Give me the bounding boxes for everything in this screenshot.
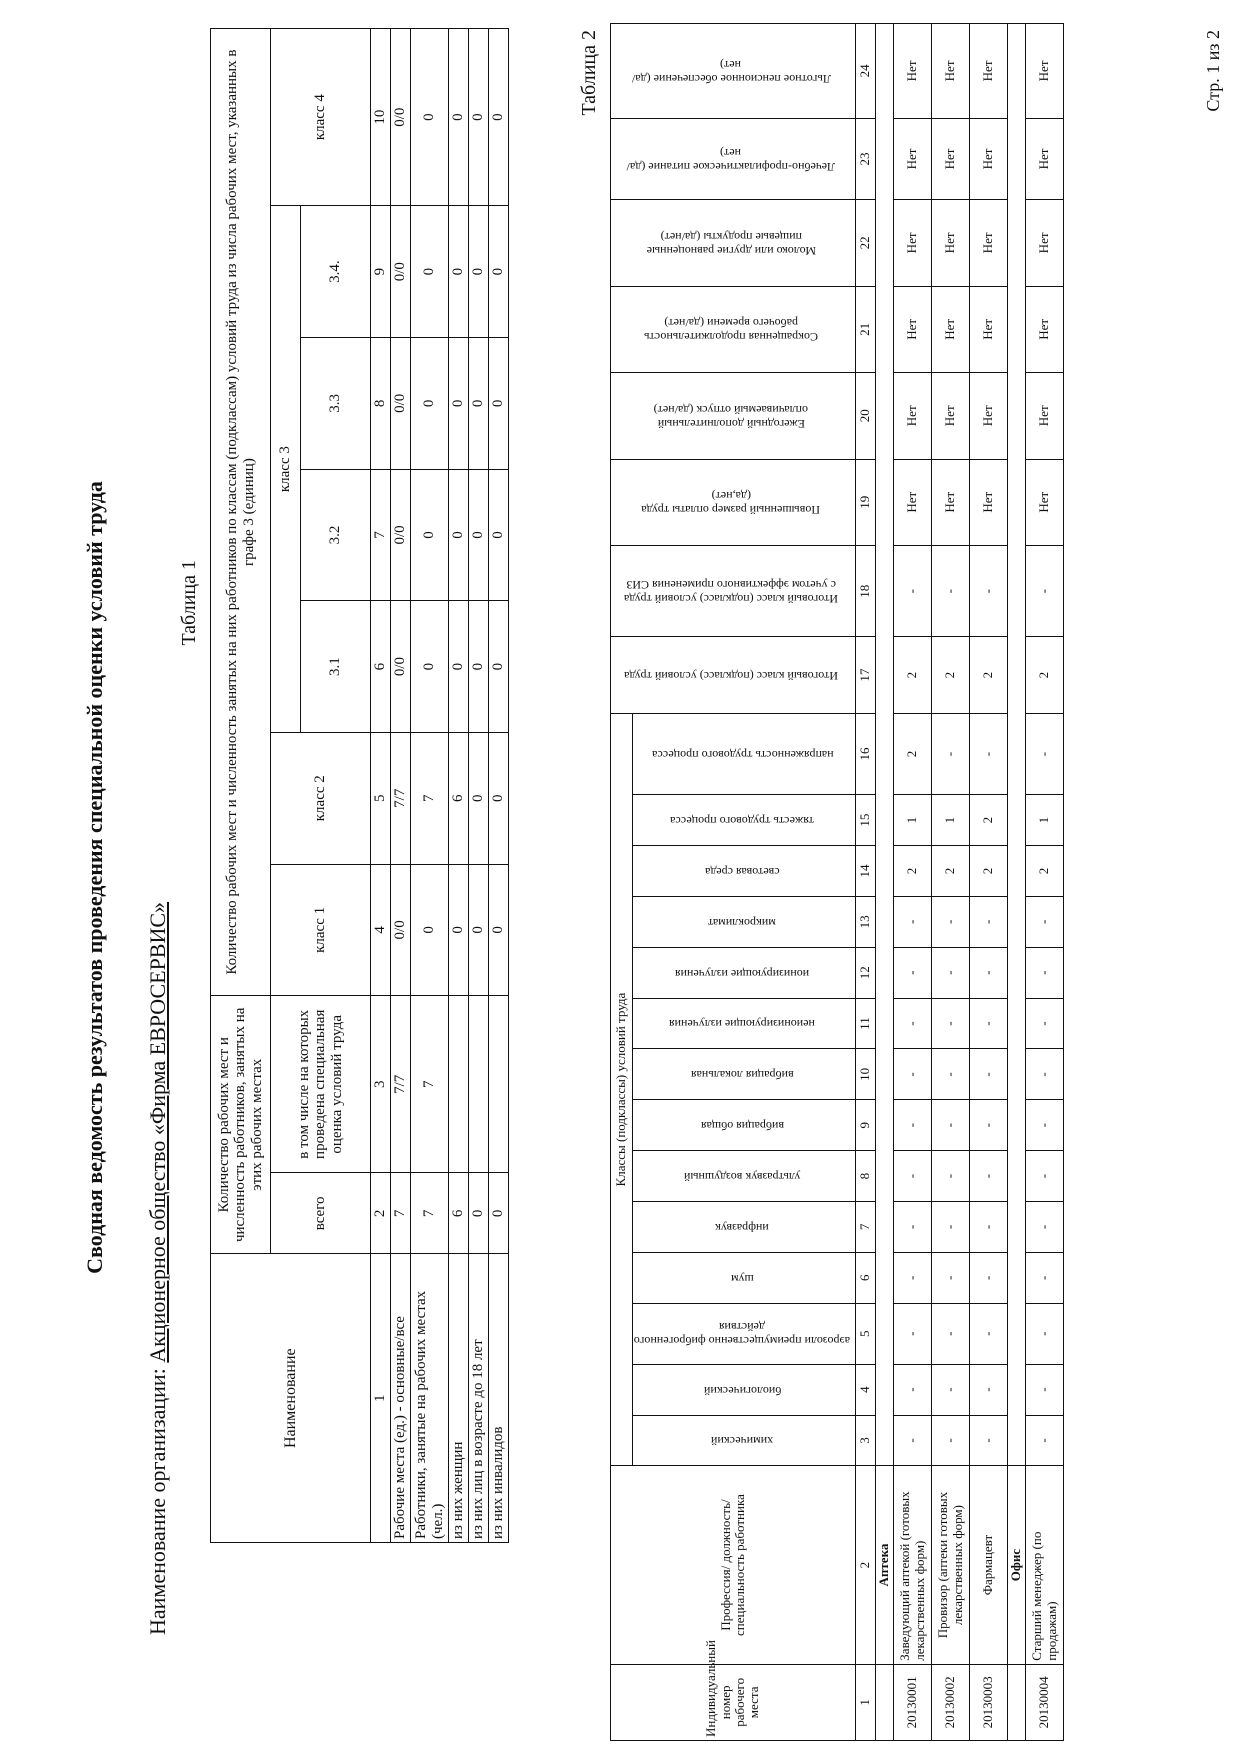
cell: Нет (932, 118, 970, 199)
column-number: 10 (371, 29, 391, 206)
cell: 0/0 (391, 206, 411, 338)
header-extra (611, 545, 856, 637)
cell: - (932, 1364, 970, 1415)
header-extra (611, 637, 856, 713)
header-factor (633, 1202, 856, 1253)
organization-name: Акционерное общество «Фирма ЕВРОСЕРВИС» (145, 901, 170, 1363)
cell: - (970, 1252, 1008, 1303)
header-assessed: в том числе на которых проведена специальная оценка условий труда (271, 996, 371, 1173)
cell: Нет (894, 118, 932, 199)
cell: 0 (449, 29, 469, 206)
cell (469, 996, 489, 1173)
cell: 0 (469, 469, 489, 601)
cell: 0 (469, 337, 489, 469)
cell: - (932, 713, 970, 794)
column-number: 10 (856, 1049, 876, 1100)
header-class-3-4: 3.4. (301, 206, 371, 338)
cell: 0 (469, 601, 489, 733)
cell: - (932, 1252, 970, 1303)
cell: Нет (894, 459, 932, 545)
table2-caption: Таблица 2 (578, 30, 600, 116)
cell: - (932, 896, 970, 947)
header-class3: класс 3 (271, 206, 301, 733)
cell: - (932, 947, 970, 998)
header-factor (633, 1151, 856, 1202)
header-extra (611, 286, 856, 372)
organization-line (145, 902, 171, 1635)
cell: 0 (449, 469, 469, 601)
header-classes: Количество рабочих мест и численность занятых на них работников по классам (подклассам) условий труда из числа рабочих мест, указанных в графе 3 (единиц) (211, 29, 271, 996)
header-factor (633, 1364, 856, 1415)
column-number: 5 (856, 1303, 876, 1364)
cell: - (894, 1415, 932, 1466)
cell: 0 (489, 337, 509, 469)
header-factor-label: аэрозоли преимущественно фиброгенного действия (634, 1320, 851, 1349)
header-factor-label: вибрация общая (700, 1119, 784, 1134)
cell: - (932, 1100, 970, 1151)
cell: - (970, 1049, 1008, 1100)
department-name: Аптека (876, 1466, 894, 1664)
header-factor-label: биологический (703, 1383, 782, 1398)
cell (876, 24, 894, 1466)
header-profession: Профессия/ должность/ специальность работника (611, 1466, 856, 1664)
cell: - (932, 1303, 970, 1364)
cell: 0 (489, 206, 509, 338)
header-factor (633, 947, 856, 998)
document-title: Сводная ведомость результатов проведения специальной оценки условий труда (82, 481, 107, 1274)
cell: - (894, 1100, 932, 1151)
department-row (876, 24, 894, 1741)
cell: Нет (1026, 118, 1064, 199)
column-number: 18 (856, 545, 876, 637)
header-total: всего (271, 1173, 371, 1254)
header-factor (633, 1252, 856, 1303)
cell: 6 (449, 732, 469, 864)
cell: 7 (411, 732, 449, 864)
cell: Нет (932, 200, 970, 286)
cell: - (894, 998, 932, 1049)
column-number: 14 (856, 846, 876, 897)
cell: - (1026, 896, 1064, 947)
column-number: 20 (856, 373, 876, 459)
cell: Нет (970, 373, 1008, 459)
cell: 0 (469, 29, 489, 206)
department-row (1008, 24, 1026, 1741)
cell: 7/7 (391, 732, 411, 864)
cell: - (894, 896, 932, 947)
cell: Нет (1026, 459, 1064, 545)
cell: Нет (1026, 373, 1064, 459)
summary-table (210, 28, 509, 1543)
profession: Заведующий аптекой (готовых лекарственных форм) (894, 1466, 932, 1664)
header-factor (633, 896, 856, 947)
cell: Нет (894, 373, 932, 459)
cell (489, 996, 509, 1173)
cell: - (932, 998, 970, 1049)
cell: 2 (894, 846, 932, 897)
cell: - (1026, 998, 1064, 1049)
cell: - (894, 1303, 932, 1364)
cell: Нет (932, 373, 970, 459)
header-factor-label: напряженность трудового процесса (651, 747, 834, 762)
cell: - (894, 1364, 932, 1415)
header-extra (611, 118, 856, 199)
page-number: Стр. 1 из 2 (1203, 30, 1223, 112)
cell (1008, 24, 1026, 1466)
cell: 0/0 (391, 864, 411, 996)
cell: Нет (932, 286, 970, 372)
column-number: 17 (856, 637, 876, 713)
cell: 2 (894, 713, 932, 794)
header-name: Наименование (211, 1254, 371, 1543)
cell: - (1026, 1151, 1064, 1202)
cell: Нет (894, 200, 932, 286)
table-row (411, 29, 449, 1543)
cell: Нет (970, 286, 1008, 372)
header-factor (633, 1100, 856, 1151)
cell: - (970, 1303, 1008, 1364)
header-factor (633, 1415, 856, 1466)
cell: - (970, 947, 1008, 998)
header-workplace-id: Индивидуальный номер рабочего места (611, 1664, 856, 1740)
cell: 0/0 (391, 29, 411, 206)
cell: 6 (449, 1173, 469, 1254)
cell: - (932, 545, 970, 637)
cell: - (894, 1252, 932, 1303)
cell: - (970, 1364, 1008, 1415)
header-class4: класс 4 (271, 29, 371, 206)
header-extra-label: Ежегодный дополнительный оплачиваемый отпуск (да/нет) (654, 402, 809, 431)
workplace-id: 20130004 (1026, 1664, 1064, 1740)
cell: - (970, 1100, 1008, 1151)
table-row (449, 29, 469, 1543)
profession: Фармацевт (970, 1466, 1008, 1664)
header-class-3-2: 3.2 (301, 469, 371, 601)
cell: Нет (932, 24, 970, 119)
table-row (894, 24, 932, 1741)
header-extra-label: Льготное пенсионное обеспечение (да/нет) (631, 57, 831, 86)
header-class-3-3: 3.3 (301, 337, 371, 469)
header-factor (633, 795, 856, 846)
column-number: 4 (856, 1364, 876, 1415)
cell: - (932, 1202, 970, 1253)
row-label: Работники, занятые на рабочих местах (чел.) (411, 1254, 449, 1543)
cell: 0 (411, 864, 449, 996)
header-factor (633, 998, 856, 1049)
workplace-id: 20130001 (894, 1664, 932, 1740)
column-number: 2 (371, 1173, 391, 1254)
cell: - (932, 1151, 970, 1202)
profession: Провизор (аптеки готовых лекарственных форм) (932, 1466, 970, 1664)
cell: 2 (970, 846, 1008, 897)
cell: - (970, 896, 1008, 947)
cell: 0 (489, 732, 509, 864)
header-extra (611, 200, 856, 286)
header-factor-label: микроклимат (708, 915, 777, 930)
cell: - (1026, 947, 1064, 998)
header-factor-label: химический (711, 1434, 774, 1449)
cell: 0 (469, 1173, 489, 1254)
header-extra-label: Молоко или другие равноценные пищевые продукты (да/нет) (646, 229, 816, 258)
column-number: 24 (856, 24, 876, 119)
cell: - (894, 1202, 932, 1253)
column-number: 16 (856, 713, 876, 794)
table-row (489, 29, 509, 1543)
header-extra (611, 24, 856, 119)
cell: 0 (411, 337, 449, 469)
column-number: 3 (371, 996, 391, 1173)
cell: 0 (411, 206, 449, 338)
table-row (932, 24, 970, 1741)
column-number: 7 (371, 469, 391, 601)
column-number: 6 (371, 601, 391, 733)
cell: 2 (932, 846, 970, 897)
cell: - (1026, 713, 1064, 794)
table-row (970, 24, 1008, 1741)
cell: - (894, 545, 932, 637)
cell: 0 (469, 206, 489, 338)
table-row (469, 29, 489, 1543)
header-extra (611, 459, 856, 545)
cell: 0 (489, 1173, 509, 1254)
cell: Нет (970, 118, 1008, 199)
cell: - (970, 1151, 1008, 1202)
header-factor-label: вибрация локальная (691, 1068, 794, 1083)
cell: - (1026, 1364, 1064, 1415)
workplace-id: 20130003 (970, 1664, 1008, 1740)
header-factor (633, 846, 856, 897)
header-extra-label: Лечебно-профилактическое питание (да/нет) (627, 145, 836, 174)
header-extra-label: Итоговый класс (подкласс) условий труда (624, 669, 839, 684)
cell: 1 (932, 795, 970, 846)
cell: Нет (894, 24, 932, 119)
cell: Нет (970, 24, 1008, 119)
column-number: 4 (371, 864, 391, 996)
cell: - (1026, 545, 1064, 637)
cell: 7 (411, 996, 449, 1173)
cell: - (970, 1415, 1008, 1466)
cell: - (894, 947, 932, 998)
table1-caption: Таблица 1 (178, 560, 200, 646)
cell: - (1026, 1415, 1064, 1466)
cell: 2 (932, 637, 970, 713)
cell: 1 (894, 795, 932, 846)
header-extra-label: Сокращенная продолжительность рабочего времени (да/нет) (644, 316, 819, 345)
cell: - (894, 1049, 932, 1100)
cell: 0 (449, 206, 469, 338)
cell: 2 (1026, 846, 1064, 897)
cell: 0 (449, 601, 469, 733)
cell: 2 (970, 795, 1008, 846)
cell: 7 (391, 1173, 411, 1254)
cell: 2 (894, 637, 932, 713)
column-number: 8 (856, 1151, 876, 1202)
column-number: 12 (856, 947, 876, 998)
header-factor-label: световая среда (705, 864, 780, 879)
column-number: 13 (856, 896, 876, 947)
organization-label: Наименование организации: (145, 1368, 170, 1635)
header-factor-label: неионизирующие излучения (669, 1017, 816, 1032)
column-number: 8 (371, 337, 391, 469)
cell: - (932, 1049, 970, 1100)
cell: - (894, 1151, 932, 1202)
cell: Нет (1026, 286, 1064, 372)
cell: Нет (970, 459, 1008, 545)
cell: - (970, 545, 1008, 637)
cell: 0/0 (391, 469, 411, 601)
header-class-3-1: 3.1 (301, 601, 371, 733)
cell: 0 (489, 29, 509, 206)
column-number: 2 (856, 1466, 876, 1664)
column-number: 19 (856, 459, 876, 545)
workplaces-table (610, 23, 1064, 1741)
cell: 0 (489, 864, 509, 996)
cell: 7/7 (391, 996, 411, 1173)
profession: Старший менеджер (по продажам) (1026, 1466, 1064, 1664)
cell: - (1026, 1100, 1064, 1151)
cell: 0 (469, 864, 489, 996)
column-number: 22 (856, 200, 876, 286)
cell: 0 (449, 864, 469, 996)
column-number: 15 (856, 795, 876, 846)
cell: 0 (489, 601, 509, 733)
header-class1: класс 1 (271, 864, 371, 996)
header-extra-label: Итоговый класс (подкласс) условий труда с учетом эффективного применения СИЗ (624, 578, 839, 607)
column-number: 6 (856, 1252, 876, 1303)
cell: - (932, 1415, 970, 1466)
header-count: Количество рабочих мест и численность работников, занятых на этих рабочих местах (211, 996, 271, 1254)
cell: 0 (449, 337, 469, 469)
column-number: 3 (856, 1415, 876, 1466)
cell: 0/0 (391, 601, 411, 733)
workplace-id: 20130002 (932, 1664, 970, 1740)
header-extra-label: Повышенный размер оплаты труда (да,нет) (641, 489, 821, 518)
cell: 0 (469, 732, 489, 864)
header-factor-label: ионизирующие излучения (675, 966, 810, 981)
cell: Нет (932, 459, 970, 545)
cell (1008, 1664, 1026, 1740)
column-number: 23 (856, 118, 876, 199)
cell: - (1026, 1202, 1064, 1253)
cell: Нет (970, 200, 1008, 286)
cell: 2 (1026, 637, 1064, 713)
cell: - (1026, 1252, 1064, 1303)
row-label: из них лиц в возрасте до 18 лет (469, 1254, 489, 1543)
cell: 0 (411, 469, 449, 601)
column-number: 5 (371, 732, 391, 864)
cell: 0 (411, 29, 449, 206)
column-number: 11 (856, 998, 876, 1049)
header-factor-label: ультразвук воздушный (684, 1169, 801, 1184)
table-row (1026, 24, 1064, 1741)
cell: - (1026, 1303, 1064, 1364)
column-number-row (856, 24, 876, 1741)
header-extra (611, 373, 856, 459)
header-factor-classes: Классы (подклассы) условий труда (611, 713, 633, 1466)
cell: 7 (411, 1173, 449, 1254)
column-number: 1 (371, 1254, 391, 1543)
header-factor-label: тяжесть трудового процесса (670, 814, 815, 829)
cell: 0 (411, 601, 449, 733)
cell: Нет (894, 286, 932, 372)
row-label: из них женщин (449, 1254, 469, 1543)
cell: Нет (1026, 24, 1064, 119)
column-number: 21 (856, 286, 876, 372)
header-factor (633, 1303, 856, 1364)
cell (876, 1664, 894, 1740)
department-name: Офис (1008, 1466, 1026, 1664)
cell: - (970, 1202, 1008, 1253)
column-number: 1 (856, 1664, 876, 1740)
cell: Нет (1026, 200, 1064, 286)
header-factor-label: инфразвук (715, 1220, 770, 1235)
cell: - (1026, 1049, 1064, 1100)
column-number: 9 (371, 206, 391, 338)
header-factor (633, 713, 856, 794)
header-factor (633, 1049, 856, 1100)
cell: 1 (1026, 795, 1064, 846)
row-label: из них инвалидов (489, 1254, 509, 1543)
cell: - (970, 998, 1008, 1049)
cell: - (970, 713, 1008, 794)
cell: 0/0 (391, 337, 411, 469)
cell (449, 996, 469, 1173)
table-row (391, 29, 411, 1543)
column-number-row (371, 29, 391, 1543)
header-class2: класс 2 (271, 732, 371, 864)
column-number: 9 (856, 1100, 876, 1151)
row-label: Рабочие места (ед.) - основные/все (391, 1254, 411, 1543)
column-number: 7 (856, 1202, 876, 1253)
cell: 0 (489, 469, 509, 601)
header-factor-label: шум (731, 1271, 754, 1286)
cell: 2 (970, 637, 1008, 713)
